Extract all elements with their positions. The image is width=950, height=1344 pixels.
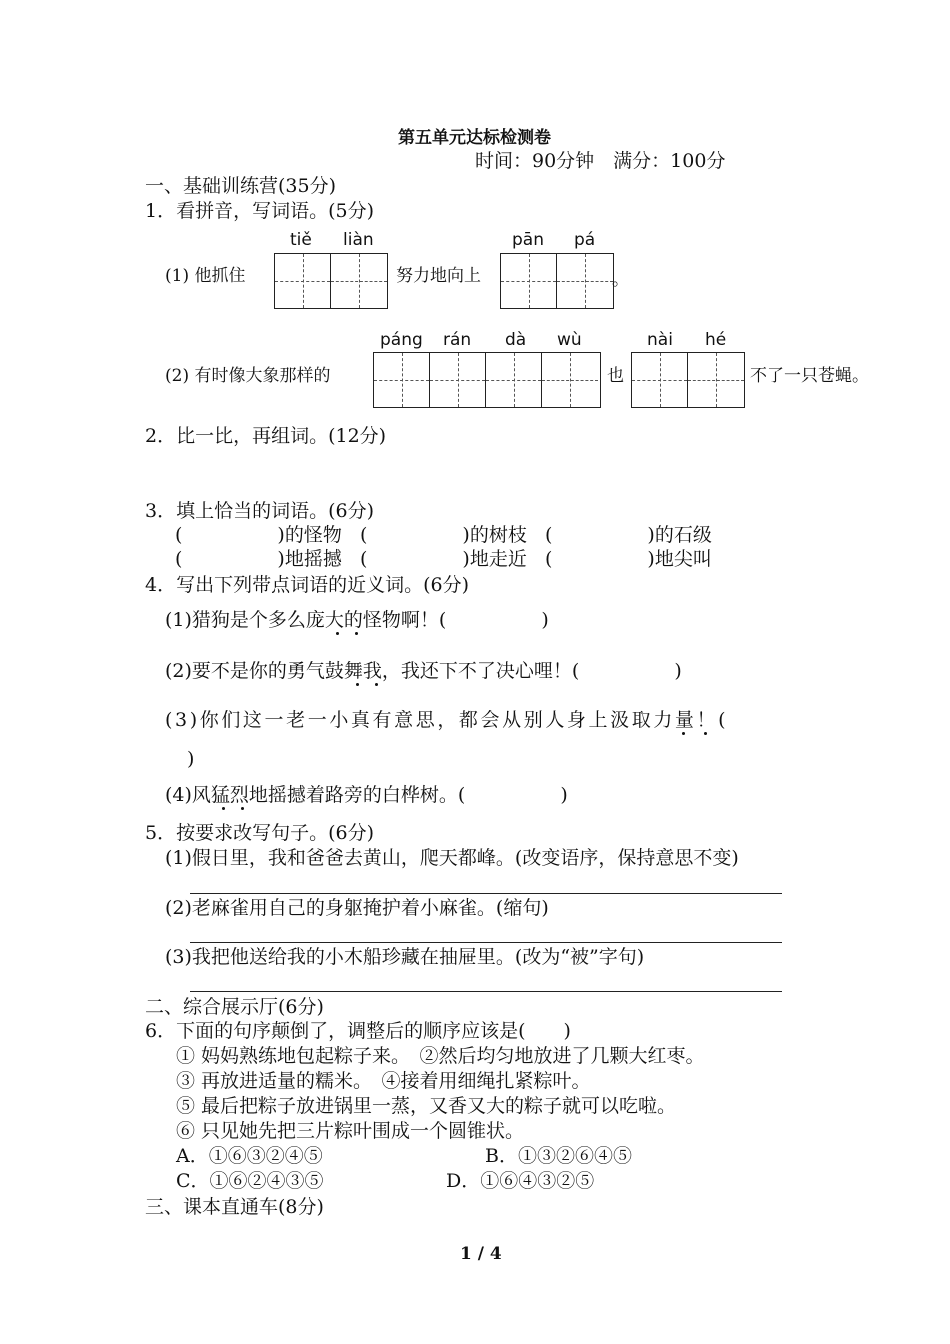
pinyin: wù [557,330,582,350]
writing-grid[interactable] [373,352,601,408]
grid-cell[interactable] [632,353,688,407]
sentence-text: 努力地向上 [396,266,481,286]
grid-cell[interactable] [486,353,542,407]
writing-grid[interactable] [500,253,614,309]
grid-cell[interactable] [557,254,613,308]
writing-grid[interactable] [631,352,745,408]
writing-grid[interactable] [274,253,388,309]
choice-d[interactable]: D．①⑥④③②⑤ [446,1170,595,1192]
section-heading: 二、综合展示厅(6分) [145,996,324,1018]
page-title: 第五单元达标检测卷 [398,128,551,148]
question-label: 4．写出下列带点词语的近义词。(6分) [145,574,470,596]
grid-cell[interactable] [331,254,387,308]
question-label: 2．比一比，再组词。(12分) [145,425,387,447]
question-item: (1)假日里，我和爸爸去黄山，爬天都峰。(改变语序，保持意思不变) [165,847,739,869]
fill-blank[interactable]: ( )地走近 [360,548,527,570]
choice-b[interactable]: B．①③②⑥④⑤ [485,1145,632,1167]
section-heading: 三、课本直通车(8分) [145,1196,324,1218]
sentence-text: 。 [612,270,629,290]
fill-blank[interactable]: ( )的怪物 [175,524,342,546]
pinyin: tiě [290,230,312,250]
question-item: (3)你们这一老一小真有意思，都会从别人身上汲取力量！( [165,709,729,731]
question-label: 5．按要求改写句子。(6分) [145,822,375,844]
fill-blank[interactable]: ( )的石级 [545,524,712,546]
question-item: (1)猎狗是个多么庞大的怪物啊！( ) [165,609,549,631]
choice-c[interactable]: C．①⑥②④③⑤ [176,1170,324,1192]
question-label: 1．看拼音，写词语。(5分) [145,200,375,222]
emphasis-dot [356,683,359,686]
grid-cell[interactable] [501,254,557,308]
question-item: (4)风猛烈地摇撼着路旁的白桦树。( ) [165,784,568,806]
question-item: (2)要不是你的勇气鼓舞我，我还下不了决心哩！( ) [165,660,682,682]
sentence-text: (1) 他抓住 [165,266,246,286]
answer-line[interactable] [190,893,782,894]
answer-line[interactable] [190,942,782,943]
sentence-option: ⑥ 只见她先把三片粽叶围成一个圆锥状。 [176,1120,525,1142]
question-label: 6．下面的句序颠倒了，调整后的顺序应该是( ) [145,1020,571,1042]
grid-cell[interactable] [688,353,744,407]
sentence-text: 也 [607,366,624,386]
section-heading: 一、基础训练营(35分) [145,175,337,197]
grid-cell[interactable] [275,254,331,308]
question-item: ) [187,748,195,770]
pinyin: pá [574,230,596,250]
choice-a[interactable]: A．①⑥③②④⑤ [176,1145,323,1167]
sentence-text: 不了一只苍蝇。 [750,366,869,386]
question-item: (2)老麻雀用自己的身躯掩护着小麻雀。(缩句) [165,897,549,919]
emphasis-dot [355,632,358,635]
emphasis-dot [375,683,378,686]
pinyin: rán [443,330,472,350]
grid-cell[interactable] [430,353,486,407]
sentence-text: (2) 有时像大象那样的 [165,366,331,386]
pinyin: páng [380,330,423,350]
fill-blank[interactable]: ( )地尖叫 [545,548,712,570]
fill-blank[interactable]: ( )地摇撼 [175,548,342,570]
question-item: (3)我把他送给我的小木船珍藏在抽屉里。(改为“被”字句) [165,946,645,968]
emphasis-dot [336,632,339,635]
sentence-option: ⑤ 最后把粽子放进锅里一蒸，又香又大的粽子就可以吃啦。 [176,1095,677,1117]
answer-line[interactable] [190,991,782,992]
pinyin: liàn [343,230,374,250]
emphasis-dot [704,732,707,735]
pinyin: hé [705,330,727,350]
pinyin: nài [647,330,673,350]
grid-cell[interactable] [542,353,598,407]
emphasis-dot [241,807,244,810]
time-info: 时间：90分钟 满分：100分 [475,150,726,172]
grid-cell[interactable] [374,353,430,407]
sentence-option: ③ 再放进适量的糯米。 ④接着用细绳扎紧粽叶。 [176,1070,591,1092]
question-label: 3．填上恰当的词语。(6分) [145,500,375,522]
fill-blank[interactable]: ( )的树枝 [360,524,527,546]
pinyin: dà [505,330,527,350]
emphasis-dot [682,732,685,735]
pinyin: pān [512,230,544,250]
page-number: 1 / 4 [460,1244,502,1264]
sentence-option: ① 妈妈熟练地包起粽子来。 ②然后均匀地放进了几颗大红枣。 [176,1045,705,1067]
emphasis-dot [222,807,225,810]
